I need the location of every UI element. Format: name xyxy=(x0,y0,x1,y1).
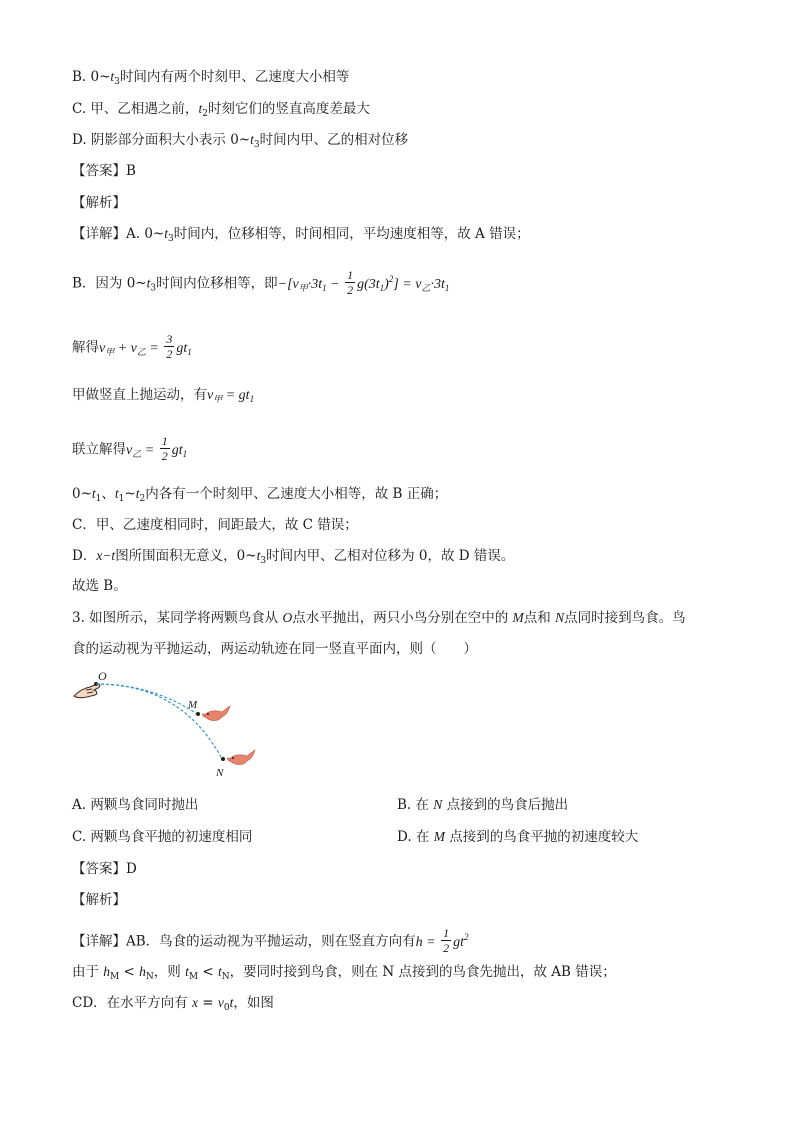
detail-cd-line: CD．在水平方向有 $x = v_0t$，如图 xyxy=(72,995,274,1013)
label-o: O xyxy=(98,670,107,683)
detail-c-line: C．甲、乙速度相同时，间距最大，故 C 错误； xyxy=(72,517,358,533)
option-c[interactable]: C. 两颗鸟食平抛的初速度相同 xyxy=(72,829,253,845)
question-3-line-2: 食的运动视为平抛运动，两运动轨迹在同一竖直平面内，则（ ） xyxy=(72,641,477,657)
catch-point-m xyxy=(196,712,200,716)
trajectory-n xyxy=(96,684,222,759)
answer-label-1: 【答案】B xyxy=(72,163,136,179)
fraction: $\frac{1}{2}$ xyxy=(443,926,450,955)
fraction: $\frac{1}{2}$ xyxy=(347,268,354,297)
catch-point-n xyxy=(221,757,225,761)
fraction: $\frac{3}{2}$ xyxy=(166,332,173,361)
option-d[interactable]: D. 在 M 点接到的鸟食平抛的初速度较大 xyxy=(397,829,639,845)
analysis-label-1: 【解析】 xyxy=(72,195,126,211)
result-b-line: $0\sim t_1$、$t_1\sim t_2$内各有一个时刻甲、乙速度大小相等，故 B 正确； xyxy=(72,486,448,504)
analysis-label-2: 【解析】 xyxy=(72,892,126,908)
displacement-equation: $-[v_甲\cdot 3t_1$ − $\frac{1}{2}$ $g(3t_1)^2] = v_乙\cdot 3t_1$ xyxy=(277,268,450,297)
solve-line: 解得$v_甲 + v_乙$ = $\frac{3}{2}$ $gt_1$ xyxy=(72,332,192,361)
detail-a-line: 【详解】A. $0\sim t_3$时间内，位移相等，时间相同，平均速度相等，故 A 错误； xyxy=(72,226,530,244)
detail-d-line: D．x−t图所围面积无意义，$0\sim t_3$时间内甲、乙相对位移为 0，故 D 错误。 xyxy=(72,548,515,566)
label-n: N xyxy=(216,767,224,779)
option-b[interactable]: B. 在 N 点接到的鸟食后抛出 xyxy=(397,797,569,813)
bird-n-icon xyxy=(227,750,255,765)
option-d-line: D. 阴影部分面积大小表示 $0\sim t_3$时间内甲、乙的相对位移 xyxy=(72,132,409,150)
label-m: M xyxy=(188,699,198,711)
question-3-line-1: 3. 如图所示，某同学将两颗鸟食从 O点水平抛出，两只小鸟分别在空中的 M点和 N点同时接到鸟食。鸟 xyxy=(72,610,686,626)
lian-line: 联立解得$v_乙$ = $\frac{1}{2}$ $gt_1$ xyxy=(72,434,188,463)
detail-ab-line: 【详解】AB．鸟食的运动视为平抛运动，则在竖直方向有h = $\frac{1}{2}$ $gt^2$ xyxy=(72,926,469,955)
bird-m-icon xyxy=(202,706,230,721)
projectile-figure xyxy=(72,670,272,782)
fraction: $\frac{1}{2}$ xyxy=(161,434,168,463)
option-c-line: C. 甲、乙相遇之前，$t_2$时刻它们的竖直高度差最大 xyxy=(72,101,370,119)
detail-b-equation-line: B．因为 $0\sim t_3$时间内位移相等，即$-[v_甲\cdot 3t_1$ − $\frac{1}{2}$ $g(3t_1)^2] = v_乙\cdot 3t_1$ xyxy=(72,268,450,297)
option-b-line: B. $0\sim t_3$时间内有两个时刻甲、乙速度大小相等 xyxy=(72,69,350,87)
choose-line: 故选 B。 xyxy=(72,578,127,594)
height-comparison-line: 由于 $h_M < h_N$，则 $t_M < t_N$，要同时接到鸟食，则在 N 点接到的鸟食先抛出，故 AB 错误； xyxy=(72,964,616,982)
option-a[interactable]: A. 两颗鸟食同时抛出 xyxy=(72,797,199,813)
trajectory-m xyxy=(96,684,197,714)
jia-line: 甲做竖直上抛运动，有$v_甲 = gt_1$ xyxy=(72,387,255,404)
answer-label-2: 【答案】D xyxy=(72,861,137,877)
